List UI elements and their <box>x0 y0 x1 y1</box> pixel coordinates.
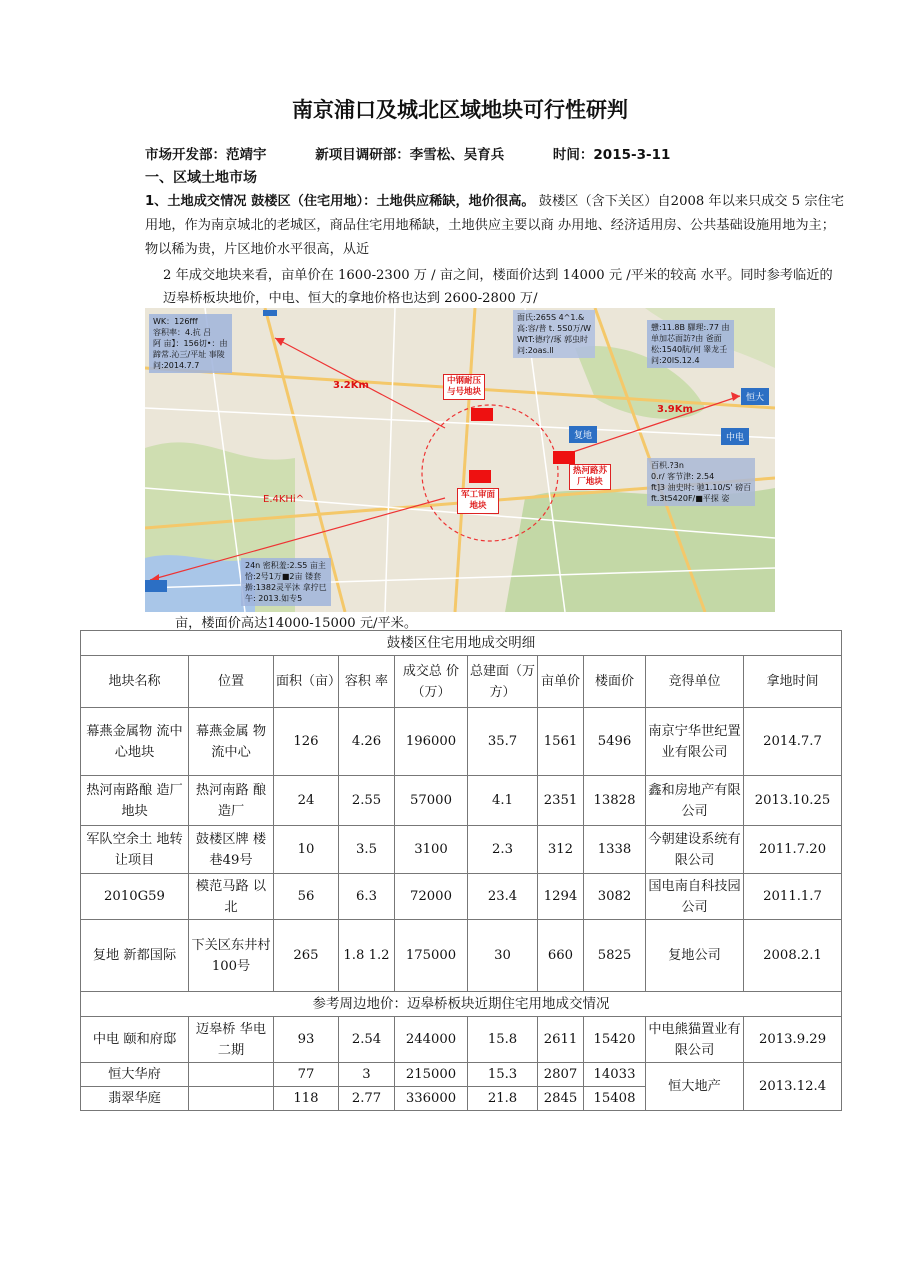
table-row <box>81 1063 842 1087</box>
cell <box>189 1063 274 1087</box>
info-line: 问:2014.7.7 <box>153 361 200 370</box>
cell: 2351 <box>538 776 584 826</box>
cell: 30 <box>468 920 538 992</box>
cell: 中电 颐和府邸 <box>81 1017 189 1063</box>
tag-line: 地块 <box>469 501 487 511</box>
table-row <box>81 776 842 826</box>
plot-marker <box>471 408 493 421</box>
cell: 14033 <box>584 1063 646 1087</box>
cell: 热河南路 酿造厂 <box>189 776 274 826</box>
cell: 今朝建设系统有限公司 <box>646 826 744 874</box>
cell: 13828 <box>584 776 646 826</box>
location-map <box>145 308 775 612</box>
cell: 1.8 1.2 <box>339 920 395 992</box>
cell: 鑫和房地产有限公司 <box>646 776 744 826</box>
cell: 126 <box>274 708 339 776</box>
cell: 56 <box>274 874 339 920</box>
cell: 2.77 <box>339 1087 395 1111</box>
cell: 复地公司 <box>646 920 744 992</box>
tag-center-plot <box>443 374 485 400</box>
header-gfa: 总建面（万方） <box>468 656 538 708</box>
cell: 660 <box>538 920 584 992</box>
section-heading: 一、区域土地市场 <box>145 170 257 186</box>
header-floor-price: 楼面价 <box>584 656 646 708</box>
info-line: 面氏:265S 4^1.& <box>517 313 585 322</box>
cell: 2807 <box>538 1063 584 1087</box>
info-line: 0.r/ 客节津: 2.54 <box>651 472 715 481</box>
page-title: 南京浦口及城北区域地块可行性研判 <box>292 98 628 122</box>
cell: 77 <box>274 1063 339 1087</box>
cell: 2.54 <box>339 1017 395 1063</box>
info-line: 百枳.?3n <box>651 461 684 470</box>
cell: 265 <box>274 920 339 992</box>
after-map-text: 亩，楼面价高达14000-15000 元/平米。 <box>175 616 418 631</box>
header-location: 位置 <box>189 656 274 708</box>
cell: 模范马路 以北 <box>189 874 274 920</box>
distance-top: 3.2Km <box>333 380 369 391</box>
cell: 5825 <box>584 920 646 992</box>
cell: 72000 <box>395 874 468 920</box>
cell: 175000 <box>395 920 468 992</box>
cell <box>189 1087 274 1111</box>
header-name: 地块名称 <box>81 656 189 708</box>
cell: 3 <box>339 1063 395 1087</box>
info-box-hengda <box>647 320 734 368</box>
info-line: 松:1540肮/何 睾龙壬 <box>651 345 728 354</box>
cell: 1294 <box>538 874 584 920</box>
cell: 2011.7.20 <box>744 826 842 874</box>
meta-date: 时间：2015-3-11 <box>552 147 671 163</box>
paragraph-2: 2 年成交地块来看，亩单价在 1600-2300 万 / 亩之间，楼面价达到 14000 元 /平米的较高 水平。同时参考临近的迈皋桥板块地价，中电、恒大的拿地价格也达到 2600-2800 万/ <box>163 268 833 306</box>
cell: 312 <box>538 826 584 874</box>
tag-line: 与号地块 <box>447 387 482 397</box>
tag-bottom-plot <box>457 488 499 514</box>
table-row <box>81 1017 842 1063</box>
meta-research: 新项目调研部：李雪松、吴育兵 <box>315 147 505 163</box>
cell: 3100 <box>395 826 468 874</box>
cell: 2.55 <box>339 776 395 826</box>
cell: 6.3 <box>339 874 395 920</box>
cell: 2011.1.7 <box>744 874 842 920</box>
table-row <box>81 920 842 992</box>
cell: 4.1 <box>468 776 538 826</box>
cell: 24 <box>274 776 339 826</box>
cell: 1338 <box>584 826 646 874</box>
cell: 南京宁华世纪置业有限公司 <box>646 708 744 776</box>
ref-caption: 参考周边地价：迈皋桥板块近期住宅用地成交情况 <box>81 992 842 1017</box>
info-line: 问:20lS.12.4 <box>651 356 700 365</box>
info-line: 阿 亩】：156切•：由 <box>153 339 228 348</box>
label-fudi: 复地 <box>569 426 597 443</box>
cell: 15408 <box>584 1087 646 1111</box>
tag-right-plot <box>569 464 611 490</box>
cell: 2008.2.1 <box>744 920 842 992</box>
info-line: ft]3 油史时: 驰1.10/S' 磅百 <box>651 483 752 492</box>
header-total-price: 成交总 价（万） <box>395 656 468 708</box>
plot-marker <box>469 470 491 483</box>
marker-icon <box>145 580 167 592</box>
info-box-mufeng <box>149 314 232 373</box>
paragraph-1-lead: 1、土地成交情况 鼓楼区（住宅用地）：土地供应稀缺，地价很高。 <box>145 194 535 209</box>
cell: 3.5 <box>339 826 395 874</box>
tag-line: 中钢耐压 <box>447 376 482 386</box>
meta-line <box>145 143 670 163</box>
cell: 2013.9.29 <box>744 1017 842 1063</box>
cell: 15420 <box>584 1017 646 1063</box>
cell: 93 <box>274 1017 339 1063</box>
header-date: 拿地时间 <box>744 656 842 708</box>
info-box-rehe <box>241 558 331 606</box>
info-line: WK：126fff <box>153 317 198 326</box>
distance-right: 3.9Km <box>657 404 693 415</box>
table-row <box>81 708 842 776</box>
distance-left: E.4KHi^ <box>263 494 305 505</box>
meta-market: 市场开发部：范靖宇 <box>145 147 267 163</box>
marker-icon <box>263 310 277 316</box>
info-line: 午: 2013.如专5 <box>245 594 303 603</box>
cell: 鼓楼区牌 楼巷49号 <box>189 826 274 874</box>
cell: 118 <box>274 1087 339 1111</box>
cell: 15.3 <box>468 1063 538 1087</box>
cell: 国电南自科技园公司 <box>646 874 744 920</box>
info-line: 24n 密积羞:2.S5 亩主 <box>245 561 326 570</box>
info-line: 高:容/普 t. 5S0万/W <box>517 324 592 333</box>
info-line: WtT:德疗/琢 郭虫时 <box>517 335 588 344</box>
info-line: 问:2oas.ll <box>517 346 554 355</box>
table-row <box>81 874 842 920</box>
cell: 2013.12.4 <box>744 1063 842 1111</box>
paragraph-1-body: 鼓楼区（含下关区）自2008 年以来只成交 5 宗住宅用地，作为南京城北的老城区，商品住宅用地稀缺，土地供应主要以商 办用地、经济适用房、公共基础设施用地为主；物以稀为贵，片区地价水平很高，从近 <box>145 194 844 257</box>
cell: 下关区东井村100号 <box>189 920 274 992</box>
info-box-zhongdian <box>647 458 755 506</box>
cell: 23.4 <box>468 874 538 920</box>
header-winner: 竞得单位 <box>646 656 744 708</box>
cell: 15.8 <box>468 1017 538 1063</box>
cell: 翡翠华庭 <box>81 1087 189 1111</box>
info-line: 单加芯面訪?由 爸面 <box>651 334 722 343</box>
cell: 2845 <box>538 1087 584 1111</box>
cell: 10 <box>274 826 339 874</box>
label-hengda: 恒大 <box>741 388 769 405</box>
cell: 中电熊猫置业有限公司 <box>646 1017 744 1063</box>
cell: 5496 <box>584 708 646 776</box>
cell: 1561 <box>538 708 584 776</box>
land-deal-table <box>80 630 842 1111</box>
header-area: 面积（亩） <box>274 656 339 708</box>
cell: 军队空余土 地转让项目 <box>81 826 189 874</box>
cell: 244000 <box>395 1017 468 1063</box>
info-line: 蹄常.沁三/平址 事陵 <box>153 350 225 359</box>
table-caption: 鼓楼区住宅用地成交明细 <box>81 631 842 656</box>
cell: 恒大地产 <box>646 1063 744 1111</box>
cell: 21.8 <box>468 1087 538 1111</box>
cell: 幕燕金属物 流中心地块 <box>81 708 189 776</box>
cell: 336000 <box>395 1087 468 1111</box>
plot-marker <box>553 451 575 464</box>
cell: 2611 <box>538 1017 584 1063</box>
cell: 57000 <box>395 776 468 826</box>
cell: 196000 <box>395 708 468 776</box>
header-unit-price: 亩单价 <box>538 656 584 708</box>
info-box-fudi <box>513 310 595 358</box>
header-far: 容积 率 <box>339 656 395 708</box>
cell: 幕燕金属 物流中心 <box>189 708 274 776</box>
table-row <box>81 826 842 874</box>
tag-line: 军工审面 <box>461 490 496 500</box>
cell: 215000 <box>395 1063 468 1087</box>
cell: 4.26 <box>339 708 395 776</box>
cell: 35.7 <box>468 708 538 776</box>
info-line: 擀:1382灵平沐 拿拧巳 <box>245 583 327 592</box>
cell: 复地 新都国际 <box>81 920 189 992</box>
cell: 恒大华府 <box>81 1063 189 1087</box>
label-zhongdian: 中电 <box>721 428 749 445</box>
cell: 3082 <box>584 874 646 920</box>
info-line: 戆:11.8B 驛理:.77 由 <box>651 323 730 332</box>
tag-line: 热河路苏 <box>573 466 608 476</box>
info-line: 恰:2号1万■2亩 镂套 <box>245 572 322 581</box>
paragraph-1 <box>145 190 845 262</box>
cell: 2013.10.25 <box>744 776 842 826</box>
cell: 2010G59 <box>81 874 189 920</box>
info-line: ft.3t5420F/■平探 姿 <box>651 494 730 503</box>
info-line: 容积率：4.抗 吕 <box>153 328 212 337</box>
cell: 2014.7.7 <box>744 708 842 776</box>
cell: 迈皋桥 华电二期 <box>189 1017 274 1063</box>
tag-line: 厂地块 <box>577 477 603 487</box>
cell: 热河南路酿 造厂地块 <box>81 776 189 826</box>
cell: 2.3 <box>468 826 538 874</box>
